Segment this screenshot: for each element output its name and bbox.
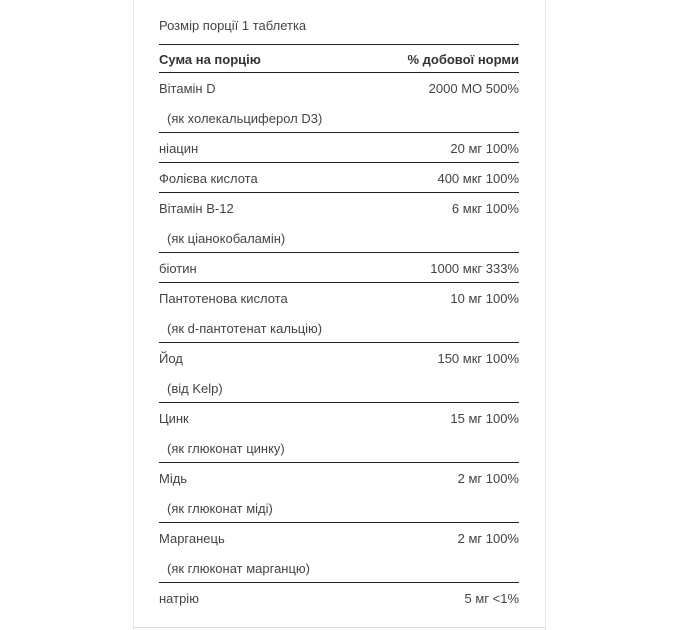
nutrient-row: [159, 583, 519, 613]
nutrient-row: [159, 463, 519, 523]
nutrient-row: [159, 73, 519, 133]
nutrient-name: Фолієва кислота: [159, 170, 258, 186]
nutrient-source-note: (як глюконат міді): [167, 500, 273, 516]
serving-size: Розмір порції 1 таблетка: [159, 18, 307, 33]
nutrient-row: [159, 523, 519, 583]
nutrient-name: Мідь: [159, 470, 188, 486]
nutrient-name: Вітамін B-12: [159, 200, 234, 216]
nutrient-name: Марганець: [159, 530, 225, 546]
nutrient-value: 5 мг <1%: [464, 590, 519, 606]
nutrient-value: 6 мкг 100%: [451, 200, 519, 216]
nutrient-name: Цинк: [159, 410, 189, 426]
supplement-facts-panel: [133, 0, 546, 630]
table-header: [159, 44, 519, 73]
nutrient-value: 2 мг 100%: [457, 530, 519, 546]
nutrient-name: ніацин: [159, 140, 199, 156]
nutrient-source-note: (як глюконат марганцю): [167, 560, 310, 576]
daily-value-header: % добової норми: [407, 51, 519, 67]
nutrient-row: [159, 133, 519, 163]
nutrient-value: 150 мкг 100%: [437, 350, 519, 366]
nutrient-row: [159, 343, 519, 403]
nutrient-value: 2 мг 100%: [457, 470, 519, 486]
amount-per-serving-header: Сума на порцію: [159, 51, 261, 67]
nutrient-value: 2000 МО 500%: [428, 80, 519, 96]
nutrient-name: Пантотенова кислота: [159, 290, 288, 306]
nutrient-value: 1000 мкг 333%: [430, 260, 519, 276]
nutrient-value: 15 мг 100%: [450, 410, 519, 426]
nutrient-source-note: (як глюконат цинку): [167, 440, 285, 456]
nutrient-name: Вітамін D: [159, 80, 216, 96]
nutrient-value: 20 мг 100%: [450, 140, 519, 156]
nutrient-name: біотин: [159, 260, 197, 276]
nutrient-row: [159, 193, 519, 253]
nutrient-name: натрію: [159, 590, 199, 606]
nutrient-row: [159, 253, 519, 283]
panel-bottom-divider: [133, 627, 546, 628]
supplement-facts-table: [159, 0, 519, 613]
nutrient-value: 10 мг 100%: [450, 290, 519, 306]
nutrient-source-note: (як d-пантотенат кальцію): [167, 320, 323, 336]
nutrient-row: [159, 403, 519, 463]
nutrient-row: [159, 283, 519, 343]
nutrient-name: Йод: [159, 350, 183, 366]
nutrient-source-note: (як ціанокобаламін): [167, 230, 286, 246]
nutrient-source-note: (як холекальциферол D3): [167, 110, 323, 126]
nutrient-source-note: (від Kelp): [167, 380, 223, 396]
nutrient-row: [159, 163, 519, 193]
nutrient-value: 400 мкг 100%: [437, 170, 519, 186]
